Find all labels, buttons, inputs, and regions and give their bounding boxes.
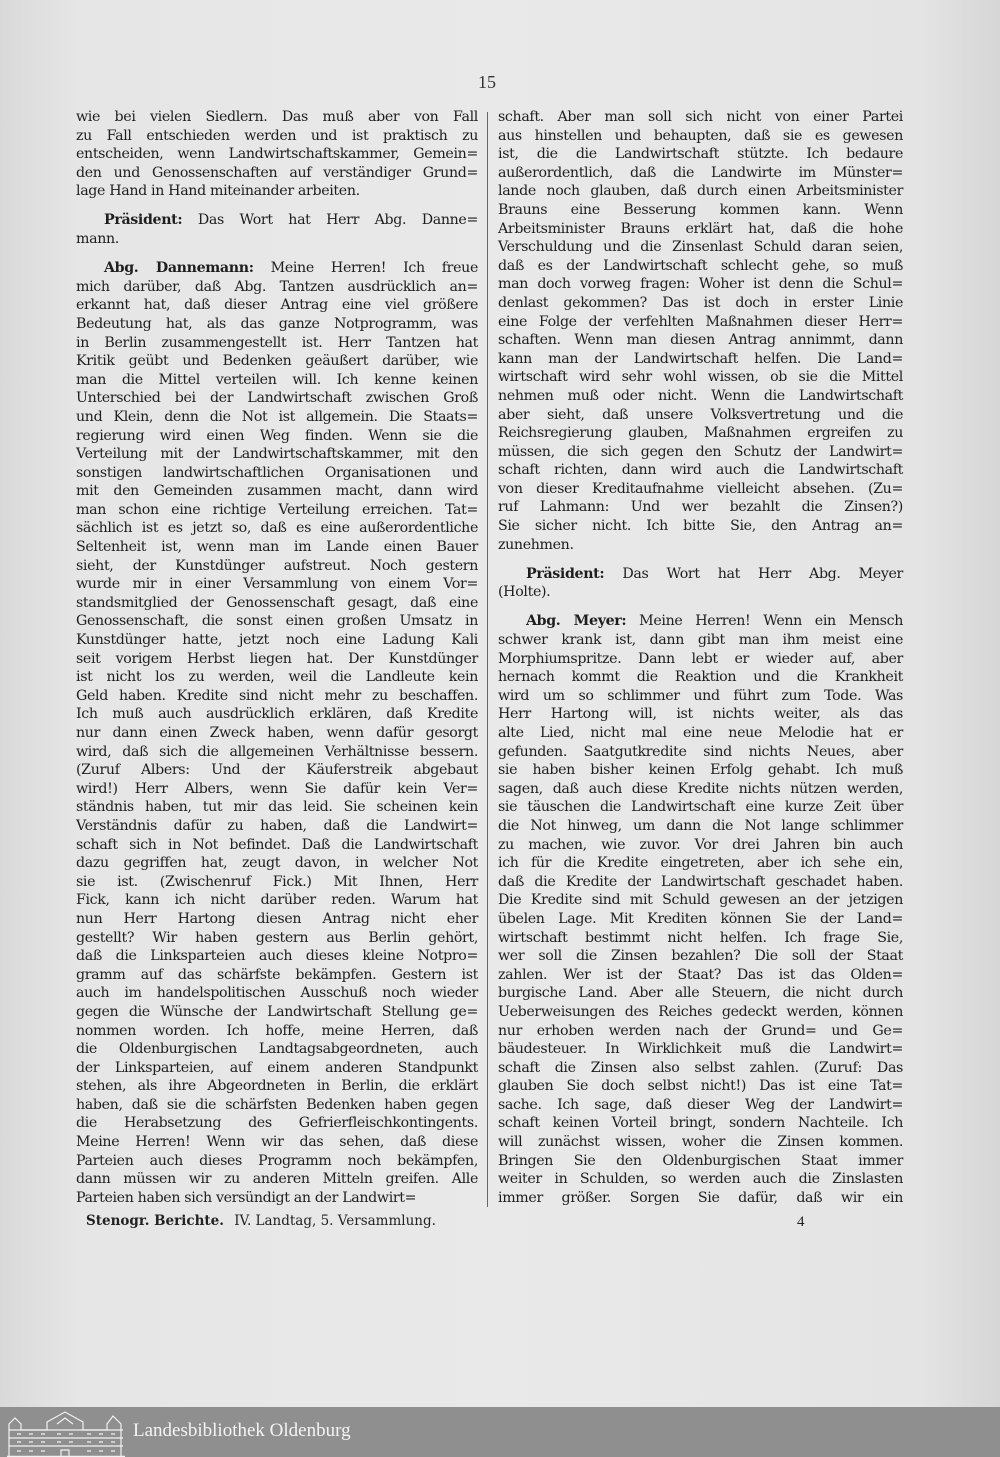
text-line — [498, 443, 903, 462]
text-line — [76, 891, 478, 910]
line-text: übelen Lage. Mit Krediten können Sie der Land= — [498, 910, 903, 927]
library-name: Landesbibliothek Oldenburg — [133, 1420, 351, 1441]
line-text: stehen, als ihre Abgeordneten in Berlin, die erklärt — [76, 1078, 478, 1095]
text-line — [76, 1003, 478, 1022]
line-text: Meine Herren! Wenn ein Mensch — [626, 613, 904, 630]
text-line — [498, 854, 903, 873]
library-banner — [0, 1407, 1000, 1457]
line-text: schaft sich in Not befindet. Daß die Landwirtschaft — [76, 836, 478, 853]
line-text: weiter in Schulden, so werden auch die Zinslasten — [498, 1171, 903, 1188]
line-text: hernach kommt die Reaktion und die Krankheit — [498, 669, 903, 686]
text-line — [76, 501, 478, 520]
line-text: wer soll die Zinsen bezahlen? Die soll der Staat — [498, 948, 903, 965]
line-text: nur dann einen Zweck haben, wenn dafür gesorgt — [76, 725, 478, 741]
text-line — [498, 1133, 903, 1152]
text-line — [498, 929, 903, 948]
line-text: Brauns eine Besserung kommen kann. Wenn — [498, 201, 903, 218]
text-line — [76, 1059, 478, 1078]
text-line — [76, 761, 478, 780]
line-text: sache. Ich sage, daß dieser Weg der Landwirt= — [498, 1096, 903, 1113]
text-line — [498, 873, 903, 892]
line-text: Morphiumspritze. Dann lebt er wieder auf, aber — [498, 650, 903, 667]
line-text: kann man der Landwirtschaft helfen. Die Land= — [498, 350, 903, 367]
text-line — [498, 498, 903, 517]
line-text: Verteilung mit der Landwirtschaftskammer, mit den — [76, 446, 478, 463]
text-line — [76, 108, 478, 127]
text-line — [498, 631, 903, 650]
text-line — [76, 780, 478, 799]
text-line — [498, 1022, 903, 1041]
text-line — [76, 371, 478, 390]
text-line — [76, 259, 478, 278]
line-text: Seltenheit ist, wenn man im Lande einen Bauer — [76, 539, 478, 556]
text-line — [76, 873, 478, 892]
line-text: gegen die Wünsche der Landwirtschaft Stellung ge= — [76, 1003, 478, 1020]
line-text: ich für die Kredite eingetreten, aber ich sehe ein, — [498, 855, 903, 872]
line-text: sie täuschen die Landwirtschaft eine kurze Zeit über — [498, 799, 903, 816]
text-line — [76, 984, 478, 1003]
text-line — [76, 445, 478, 464]
text-line — [498, 891, 903, 910]
line-text: man die Mittel verteilen will. Ich kenne keinen — [76, 371, 478, 388]
line-text: Fick, kann ich nicht darüber reden. Warum hat — [76, 892, 478, 909]
line-text: sie ist. (Zwischenruf Fick.) Mit Ihnen, Herr — [76, 873, 478, 890]
text-line — [498, 238, 903, 257]
line-text: wie bei vielen Siedlern. Das muß aber von Fall — [76, 109, 478, 125]
text-line — [498, 687, 903, 706]
paragraph — [498, 612, 903, 1207]
line-text: schaft die Zinsen also selbst zahlen. (Zuruf: Das — [498, 1059, 903, 1076]
line-text: sonstigen landwirtschaftlichen Organisationen und — [76, 464, 478, 481]
line-text: außerordentlich, daß die Landwirte im Münster= — [498, 164, 903, 181]
line-text: mann. — [76, 231, 119, 248]
line-text: glauben Sie doch selbst nicht!) Das ist eine Tat= — [498, 1078, 903, 1095]
line-text: zu Fall entschieden werden und ist praktisch zu — [76, 127, 478, 144]
left-text-column — [76, 108, 478, 1218]
text-line — [498, 517, 903, 536]
line-text: ist nicht los zu werden, weil die Landleute kein — [76, 669, 478, 686]
text-line — [76, 427, 478, 446]
text-line — [76, 1170, 478, 1189]
line-text: zunehmen. — [498, 536, 574, 553]
line-text: ruf Lahmann: Und wer bezahlt die Zinsen?) — [498, 499, 903, 516]
text-line — [76, 743, 478, 762]
line-text: seit vorigem Herbst liegen hat. Der Kunstdünger — [76, 650, 478, 667]
text-line — [498, 387, 903, 406]
line-text: Arbeitsminister Brauns erklärt hat, daß die hohe — [498, 220, 903, 237]
line-text: dazu gegriffen hat, zeugt davon, in welcher Not — [76, 855, 478, 872]
text-line — [498, 1152, 903, 1171]
line-text: die Not hinweg, um dann die Not lange schlimmer — [498, 817, 903, 834]
text-line — [76, 315, 478, 334]
text-line — [76, 1022, 478, 1041]
text-line — [498, 331, 903, 350]
text-line — [76, 464, 478, 483]
line-text: Genossenschaft, die sonst einen großen Umsatz in — [76, 613, 478, 630]
speaker-name: Abg. Meyer: — [526, 613, 627, 630]
text-line — [76, 594, 478, 613]
text-line — [498, 182, 903, 201]
text-line — [76, 575, 478, 594]
text-line — [498, 947, 903, 966]
line-text: erkannt hat, daß dieser Antrag eine viel größere — [76, 297, 478, 314]
text-line — [76, 817, 478, 836]
line-text: ständnis haben, tut mir das leid. Sie scheinen kein — [76, 799, 478, 816]
text-line — [76, 687, 478, 706]
line-text: eine Folge der verfehlten Maßnahmen dieser Herr= — [498, 313, 903, 330]
text-line — [76, 278, 478, 297]
text-line — [498, 275, 903, 294]
line-text: lage Hand in Hand miteinander arbeiten. — [76, 183, 360, 200]
signature-mark: 4 — [797, 1214, 805, 1230]
line-text: auch im handelspolitischen Ausschuß noch wieder — [76, 985, 478, 1002]
line-text: sächlich ist es jetzt so, daß es eine außerordentliche — [76, 520, 478, 537]
text-line — [498, 1077, 903, 1096]
text-line — [498, 1040, 903, 1059]
text-line — [76, 1189, 478, 1208]
line-text: gestellt? Wir haben gestern aus Berlin gehört, — [76, 929, 478, 946]
text-line — [76, 798, 478, 817]
text-line — [498, 761, 903, 780]
text-line — [498, 798, 903, 817]
line-text: der Linksparteien, auf einem anderen Standpunkt — [76, 1059, 478, 1076]
line-text: Bringen Sie den Oldenburgischen Staat immer — [498, 1152, 903, 1169]
line-text: nun Herr Hartong diesen Antrag nicht eher — [76, 910, 478, 927]
line-text: zu machen, wie zuvor. Vor drei Jahren bin auch — [498, 836, 903, 853]
line-text: Parteien haben sich versündigt an der Landwirt= — [76, 1189, 417, 1206]
text-line — [76, 557, 478, 576]
line-text: Herr Hartong will, ist nichts weiter, als das — [498, 706, 903, 723]
text-line — [498, 910, 903, 929]
text-line — [498, 1059, 903, 1078]
line-text: Unterschied bei der Landwirtschaft zwischen Groß — [76, 390, 478, 407]
text-line — [76, 1133, 478, 1152]
line-text: dann müssen wir zu anderen Mitteln greifen. Alle — [76, 1171, 478, 1188]
line-text: sie haben bisher keinen Erfolg gehabt. Ich muß — [498, 762, 903, 779]
text-line — [498, 127, 903, 146]
right-text-column — [498, 108, 903, 1218]
line-text: mit den Gemeinden zusammen macht, dann wird — [76, 483, 478, 500]
page-number: 15 — [478, 72, 496, 92]
text-line — [76, 631, 478, 650]
text-line — [76, 164, 478, 183]
line-text: Das Wort hat Herr Abg. Meyer — [604, 565, 903, 582]
text-line — [76, 127, 478, 146]
text-line — [76, 182, 478, 201]
footer-session: IV. Landtag, 5. Versammlung. — [234, 1213, 436, 1229]
line-text: Das Wort hat Herr Abg. Danne= — [182, 212, 478, 229]
text-line — [498, 705, 903, 724]
line-text: zahlen. Wer ist der Staat? Das ist das Olden= — [498, 966, 903, 983]
text-line — [498, 108, 903, 127]
line-text: Meine Herren! Ich freue — [253, 260, 478, 277]
text-line — [498, 1003, 903, 1022]
text-line — [498, 583, 903, 602]
line-text: Reichsregierung glauben, Maßnahmen ergreifen zu — [498, 425, 903, 442]
line-text: Geld haben. Kredite sind nicht mehr zu beschaffen. — [76, 687, 478, 704]
text-line — [76, 1096, 478, 1115]
text-line — [498, 966, 903, 985]
line-text: (Holte). — [498, 584, 551, 601]
line-text: daß es der Landwirtschaft schlecht gehe, so muß — [498, 257, 903, 274]
line-text: den und Genossenschaften auf verständiger Grund= — [76, 164, 478, 181]
line-text: Die Kredite sind mit Schuld gewesen an der jetzigen — [498, 892, 903, 909]
line-text: Verständnis dafür zu haben, daß die Landwirt= — [76, 817, 478, 834]
text-line — [498, 368, 903, 387]
line-text: gramm auf das schärfste bekämpfen. Gestern ist — [76, 966, 478, 983]
line-text: schaft richten, dann wird auch die Landwirtschaft — [498, 462, 903, 479]
line-text: von dieser Kreditaufnahme vielleicht absehen. (Zu= — [498, 480, 903, 497]
line-text: aus hinstellen und behaupten, daß sie es gewesen — [498, 127, 903, 144]
line-text: wird, daß sich die allgemeinen Verhältnisse bessern. — [76, 743, 478, 760]
line-text: daß die Linksparteien auch dieses kleine Notpro= — [76, 948, 478, 965]
line-text: schaft keinen Vorteil bringt, sondern Nachteile. Ich — [498, 1115, 903, 1132]
line-text: Ueberweisungen des Reiches gedeckt werden, können — [498, 1003, 903, 1020]
text-line — [76, 352, 478, 371]
paragraph — [76, 259, 478, 1207]
text-line — [498, 350, 903, 369]
line-text: Parteien auch dieses Programm noch bekämpfen, — [76, 1152, 478, 1169]
line-text: Meine Herren! Wenn wir das sehen, daß diese — [76, 1134, 478, 1151]
line-text: wirtschaft bestimmt nicht helfen. Ich frage Sie, — [498, 929, 903, 946]
line-text: wird um so schlimmer und führt zum Tode. Was — [498, 687, 903, 704]
text-line — [76, 408, 478, 427]
line-text: mich darüber, daß Abg. Tantzen ausdrücklich an= — [76, 278, 478, 295]
text-line — [76, 724, 478, 743]
text-line — [498, 650, 903, 669]
paragraph — [76, 108, 478, 201]
line-text: nommen worden. Ich hoffe, meine Herren, daß — [76, 1022, 478, 1039]
column-divider — [487, 112, 488, 1207]
text-line — [498, 220, 903, 239]
text-line — [498, 480, 903, 499]
line-text: schaft. Aber man soll sich nicht von einer Partei — [498, 109, 903, 125]
text-line — [76, 1040, 478, 1059]
line-text: wurde mir in einer Versammlung von einem Vor= — [76, 576, 478, 593]
text-line — [76, 145, 478, 164]
line-text: standsmitglied der Genossenschaft gesagt, daß eine — [76, 594, 478, 611]
text-line — [498, 1114, 903, 1133]
line-text: Sie sicher nicht. Ich bitte Sie, den Antrag an= — [498, 518, 903, 535]
text-line — [498, 984, 903, 1003]
text-line — [76, 929, 478, 948]
line-text: wird!) Herr Albers, wenn Sie dafür kein Ver= — [76, 780, 478, 797]
paragraph — [498, 108, 903, 554]
text-line — [498, 536, 903, 555]
text-line — [498, 164, 903, 183]
paragraph — [76, 211, 478, 248]
text-line — [76, 854, 478, 873]
text-line — [76, 230, 478, 249]
text-line — [498, 424, 903, 443]
line-text: Kritik geübt und Bedenken geäußert darüber, wie — [76, 353, 478, 370]
line-text: immer größer. Sorgen Sie dafür, daß wir ein — [498, 1189, 903, 1206]
line-text: die Oldenburgischen Landtagsabgeordneten, auch — [76, 1041, 478, 1058]
line-text: die Herabsetzung des Gefrierfleischkontingents. — [76, 1115, 478, 1132]
text-line — [498, 780, 903, 799]
line-text: nehmen muß oder nicht. Wenn die Landwirtschaft — [498, 387, 903, 404]
line-text: gefunden. Saatgutkredite sind nichts Neues, aber — [498, 743, 903, 760]
line-text: haben, daß sie die schärfsten Bedenken haben gegen — [76, 1096, 478, 1113]
library-building-logo-icon — [7, 1410, 125, 1457]
text-line — [498, 406, 903, 425]
line-text: ist, die die Landwirtschaft stützte. Ich bedaure — [498, 146, 903, 163]
text-line — [76, 910, 478, 929]
text-line — [498, 313, 903, 332]
line-text: Kunstdünger hatte, jetzt noch eine Ladung Kali — [76, 632, 478, 649]
line-text: burgische Land. Aber alle Steuern, die nicht durch — [498, 985, 903, 1002]
footer-series-title: Stenogr. Berichte. — [86, 1213, 224, 1229]
text-line — [76, 538, 478, 557]
line-text: daß die Kredite der Landwirtschaft geschadet haben. — [498, 873, 903, 890]
text-line — [76, 519, 478, 538]
text-line — [76, 668, 478, 687]
text-line — [76, 211, 478, 230]
line-text: nur erhoben werden nach der Grund= und Ge= — [498, 1022, 903, 1039]
line-text: alte Lied, nicht mal eine neue Melodie hat er — [498, 725, 903, 741]
text-line — [76, 1152, 478, 1171]
line-text: Verschuldung und die Zinsenlast Schuld daran seien, — [498, 239, 903, 256]
text-line — [498, 817, 903, 836]
paragraph — [498, 565, 903, 602]
text-line — [498, 565, 903, 584]
text-line — [76, 612, 478, 631]
text-line — [498, 145, 903, 164]
line-text: Ich muß auch ausdrücklich erklären, daß Kredite — [76, 706, 478, 723]
text-line — [498, 1170, 903, 1189]
text-line — [76, 334, 478, 353]
line-text: schwer krank ist, dann gibt man ihm meist eine — [498, 632, 903, 649]
line-text: bäudesteuer. In Wirklichkeit muß die Landwirt= — [498, 1041, 903, 1058]
text-line — [498, 294, 903, 313]
line-text: (Zuruf Albers: Und der Käuferstreik abgebaut — [76, 762, 478, 779]
line-text: man schon eine richtige Verteilung erreichen. Tat= — [76, 501, 478, 518]
text-line — [76, 296, 478, 315]
text-line — [498, 668, 903, 687]
text-line — [498, 201, 903, 220]
text-line — [498, 257, 903, 276]
line-text: in Berlin zusammengestellt ist. Herr Tantzen hat — [76, 334, 478, 351]
speaker-name: Präsident: — [526, 565, 605, 582]
line-text: aber sieht, daß unsere Volksvertretung und die — [498, 406, 903, 423]
text-line — [76, 966, 478, 985]
text-line — [498, 836, 903, 855]
text-line — [498, 724, 903, 743]
speaker-name: Abg. Dannemann: — [104, 260, 254, 277]
line-text: müssen, die sich gegen den Schutz der Landwirt= — [498, 443, 903, 460]
text-line — [498, 1189, 903, 1208]
line-text: man doch vorweg fragen: Woher ist denn die Schul= — [498, 276, 903, 293]
line-text: sagen, daß auch diese Kredite nichts nützen werden, — [498, 780, 903, 797]
line-text: wirtschaft wird sehr wohl wissen, ob sie die Mittel — [498, 369, 903, 386]
text-line — [76, 650, 478, 669]
text-line — [498, 461, 903, 480]
line-text: entscheiden, wenn Landwirtschaftskammer, Gemein= — [76, 146, 478, 163]
line-text: sieht, der Kunstdünger aufstreut. Noch gestern — [76, 557, 478, 574]
line-text: regierung wird einen Weg finden. Wenn sie die — [76, 427, 478, 444]
line-text: Bedeutung hat, als das ganze Notprogramm, was — [76, 315, 478, 332]
line-text: schaften. Wenn man diesen Antrag annimmt, dann — [498, 332, 903, 349]
text-line — [76, 389, 478, 408]
text-line — [76, 947, 478, 966]
speaker-name: Präsident: — [104, 212, 183, 229]
text-line — [76, 482, 478, 501]
text-line — [498, 743, 903, 762]
text-line — [76, 836, 478, 855]
text-line — [76, 705, 478, 724]
line-text: und Klein, denn die Not ist allgemein. Die Staats= — [76, 408, 478, 425]
running-footer — [86, 1213, 436, 1229]
text-line — [498, 1096, 903, 1115]
text-line — [498, 612, 903, 631]
text-line — [76, 1114, 478, 1133]
line-text: lande noch glauben, daß durch einen Arbeitsminister — [498, 183, 903, 200]
line-text: will zunächst wissen, woher die Zinsen kommen. — [498, 1134, 903, 1151]
line-text: denlast gekommen? Das ist doch in erster Linie — [498, 294, 903, 311]
text-line — [76, 1077, 478, 1096]
